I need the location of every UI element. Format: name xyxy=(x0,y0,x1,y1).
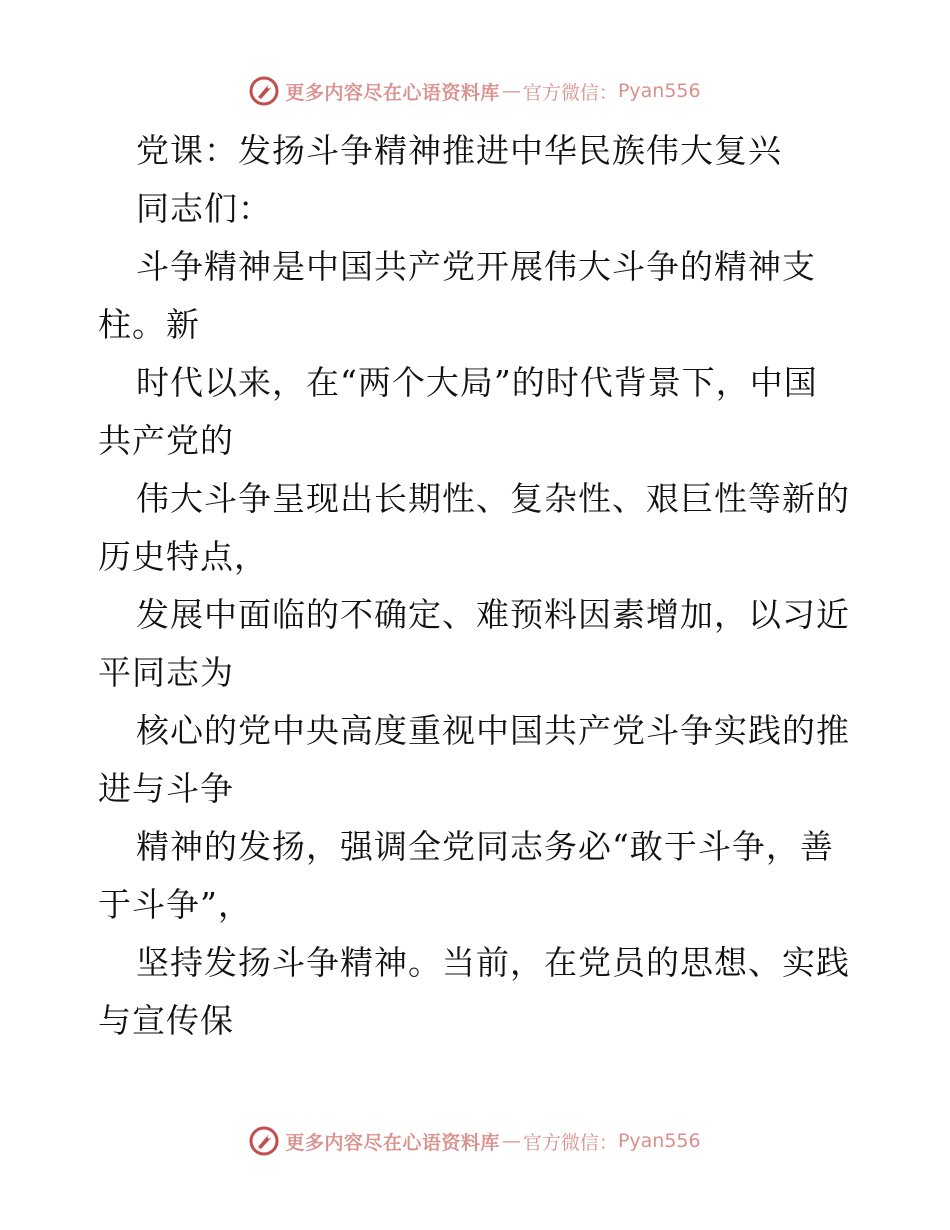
paragraph-line: 核心的党中央高度重视中国共产党斗争实践的推 xyxy=(136,711,850,750)
paragraph-line: 进与斗争 xyxy=(98,769,234,808)
banner-wechat-id: Pyan556 xyxy=(617,80,701,102)
paragraph-line: 坚持发扬斗争精神。当前，在党员的思想、实践 xyxy=(136,943,850,982)
document-salutation: 同志们： xyxy=(136,189,272,228)
paragraph-line: 发展中面临的不确定、难预料因素增加，以习近 xyxy=(136,595,850,634)
header-banner xyxy=(0,71,950,111)
banner-separator: — xyxy=(501,80,521,102)
paragraph-line: 历史特点， xyxy=(98,537,268,576)
banner-wechat-label: 官方微信： xyxy=(522,1131,618,1154)
banner-separator: — xyxy=(501,1130,521,1152)
paragraph-line: 精神的发扬，强调全党同志务必“敢于斗争，善 xyxy=(136,827,834,866)
paragraph-line: 伟大斗争呈现出长期性、复杂性、艰巨性等新的 xyxy=(136,479,850,518)
pen-nib-logo-icon xyxy=(249,1126,279,1156)
paragraph-line: 平同志为 xyxy=(98,653,234,692)
paragraph-line: 共产党的 xyxy=(98,421,234,460)
banner-text: 更多内容尽在心语资料库 xyxy=(285,1131,500,1154)
paragraph-line: 斗争精神是中国共产党开展伟大斗争的精神支 xyxy=(136,247,816,286)
paragraph-line: 于斗争”， xyxy=(98,885,252,924)
paragraph-line: 时代以来，在“两个大局”的时代背景下，中国 xyxy=(136,363,818,402)
banner-wechat-id: Pyan556 xyxy=(617,1130,701,1152)
document-title: 党课：发扬斗争精神推进中华民族伟大复兴 xyxy=(136,131,782,170)
footer-banner xyxy=(0,1121,950,1161)
banner-text: 更多内容尽在心语资料库 xyxy=(285,81,500,104)
pen-nib-logo-icon xyxy=(249,76,279,106)
banner-wechat-label: 官方微信： xyxy=(522,81,618,104)
document-body xyxy=(98,122,858,1050)
paragraph-line: 柱。新 xyxy=(98,305,200,344)
paragraph-line: 与宣传保 xyxy=(98,1001,234,1040)
